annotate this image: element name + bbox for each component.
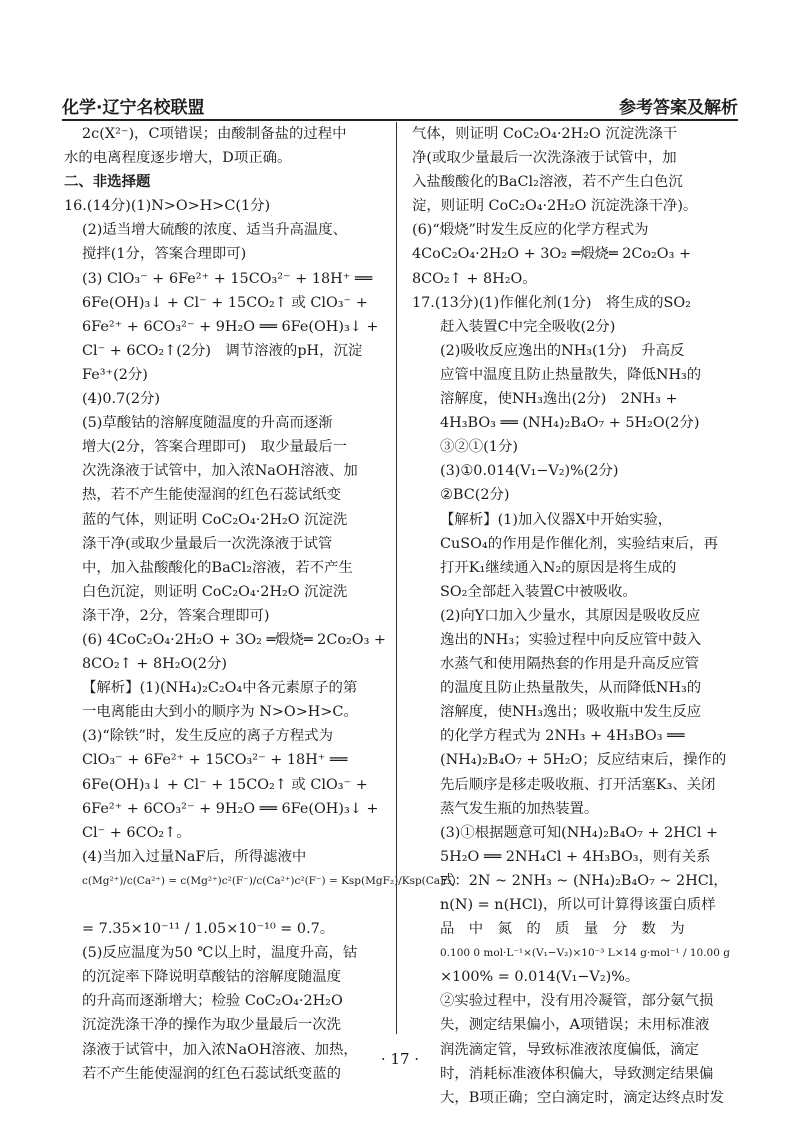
text-line: 失，测定结果偏小，A项错误；未用标准液 [440, 1017, 710, 1034]
text-line: 气体，则证明 CoC₂O₄·2H₂O 沉淀洗涤干 [412, 126, 678, 142]
text-line: 【解析】(1)加入仪器X中开始实验， [440, 511, 673, 528]
text-line: 逸出的NH₃；实验过程中向反应管中鼓入 [440, 631, 702, 648]
text-line: 淀，则证明 CoC₂O₄·2H₂O 沉淀洗涤干净)。 [412, 198, 698, 215]
text-line: 白色沉淀，则证明 CoC₂O₄·2H₂O 沉淀洗 [82, 583, 348, 600]
text-line: (3)“除铁”时，发生反应的离子方程式为 [82, 728, 333, 745]
text-line: 6Fe²⁺ + 6CO₃²⁻ + 9H₂O ══ 6Fe(OH)₃↓ + [82, 800, 379, 817]
text-line: 品 中 氮 的 质 量 分 数 为 [440, 921, 685, 938]
text-line: SO₂全部赶入装置C中被吸收。 [440, 583, 637, 600]
header-left-title: 化学·辽宁名校联盟 [62, 98, 205, 118]
text-line: 搅拌(1分，答案合理即可) [82, 246, 247, 263]
text-line: 【解析】(1)(NH₄)₂C₂O₄中各元素原子的第 [82, 680, 358, 697]
text-line: 蒸气发生瓶的加热装置。 [440, 800, 599, 817]
text-line: (2)适当增大硫酸的浓度、适当升高温度、 [82, 222, 348, 239]
text-line: 赶入装置C中完全吸收(2分) [440, 318, 616, 335]
text-line: 4H₃BO₃ ══ (NH₄)₂B₄O₇ + 5H₂O(2分) [440, 415, 700, 432]
text-line: 5H₂O ══ 2NH₄Cl + 4H₃BO₃，则有关系 [440, 848, 711, 865]
text-line: 先后顺序是移走吸收瓶、打开活塞K₃、关闭 [440, 776, 716, 793]
text-line: CuSO₄的作用是作催化剂，实验结束后，再 [440, 535, 718, 552]
text-line: 8CO₂↑ + 8H₂O。 [412, 270, 537, 287]
text-line: 若不产生能使湿润的红色石蕊试纸变蓝的 [82, 1065, 342, 1082]
text-line: n(N) = n(HCl)，所以可计算得该蛋白质样 [440, 897, 716, 913]
text-line: 式：2N ~ 2NH₃ ~ (NH₄)₂B₄O₇ ~ 2HCl， [440, 872, 728, 889]
text-line: 的升高而逐渐增大；检验 CoC₂O₄·2H₂O [82, 993, 343, 1010]
column-divider [396, 122, 397, 1034]
text-line: 涤干净，2分，答案合理即可) [82, 607, 270, 624]
text-line: 水的电离程度逐步增大，D项正确。 [64, 150, 292, 167]
text-line: 6Fe²⁺ + 6CO₃²⁻ + 9H₂O ══ 6Fe(OH)₃↓ + [82, 318, 379, 335]
text-line: (6) 4CoC₂O₄·2H₂O + 3O₂ ═煅烧═ 2Co₂O₃ + [82, 631, 386, 648]
text-line: (5)草酸钴的溶解度随温度的升高而逐渐 [82, 415, 333, 432]
text-line: (6)“煅烧”时发生反应的化学方程式为 [412, 222, 649, 239]
text-line: (3)①0.014(V₁−V₂)%(2分) [440, 463, 619, 480]
text-line: 次洗涤液于试管中，加入浓NaOH溶液、加 [82, 463, 358, 480]
text-line: 6Fe(OH)₃↓ + Cl⁻ + 15CO₂↑ 或 ClO₃⁻ + [82, 294, 368, 311]
text-line: (5)反应温度为50 ℃以上时，温度升高，钴 [82, 945, 358, 962]
text-line: 水蒸气和使用隔热套的作用是升高反应管 [440, 656, 700, 673]
text-line: 入盐酸酸化的BaCl₂溶液，若不产生白色沉 [412, 174, 683, 191]
text-line: 时，消耗标准液体积偏大，导致测定结果偏 [440, 1065, 714, 1082]
text-line: 蓝的气体，则证明 CoC₂O₄·2H₂O 沉淀洗 [82, 511, 348, 528]
text-line: (NH₄)₂B₄O₇ + 5H₂O；反应结束后，操作的 [440, 752, 727, 769]
text-line: Cl⁻ + 6CO₂↑(2分) 调节溶液的pH，沉淀 [82, 342, 363, 359]
text-line: 16.(14分)(1)N>O>H>C(1分) [64, 198, 271, 215]
header-rule [62, 119, 738, 121]
text-line: Cl⁻ + 6CO₂↑。 [82, 824, 191, 841]
text-line: ×100% = 0.014(V₁−V₂)%。 [440, 969, 640, 986]
text-line: (2)向Y口加入少量水，其原因是吸收反应 [440, 607, 701, 624]
text-line: 的温度且防止热量散失，从而降低NH₃的 [440, 680, 702, 697]
page-header [62, 93, 738, 119]
text-line: Fe³⁺(2分) [82, 366, 148, 383]
text-line: 一电离能由大到小的顺序为 N>O>H>C。 [82, 704, 358, 721]
section-heading: 二、非选择题 [64, 174, 151, 191]
text-line: 沉淀洗涤干净的操作为取少量最后一次洗 [82, 1017, 342, 1034]
text-line: 中，加入盐酸酸化的BaCl₂溶液，若不产生 [82, 559, 353, 576]
text-line: 的沉淀率下降说明草酸钴的溶解度随温度 [82, 969, 342, 986]
text-line: 溶解度，使NH₃逸出；吸收瓶中发生反应 [440, 704, 702, 721]
text-line: (4)当加入过量NaF后，所得滤液中 [82, 848, 307, 865]
text-line: ②实验过程中，没有用冷凝管，部分氨气损 [440, 993, 714, 1010]
text-line: (3) ClO₃⁻ + 6Fe²⁺ + 15CO₃²⁻ + 18H⁺ ══ [82, 270, 373, 287]
text-line: (4)0.7(2分) [82, 391, 161, 408]
text-line: 热，若不产生能使湿润的红色石蕊试纸变 [82, 487, 342, 504]
text-line: 涤液于试管中，加入浓NaOH溶液、加热， [82, 1041, 358, 1058]
text-line: 大，B项正确；空白滴定时，滴定达终点时发 [440, 1089, 724, 1106]
header-right-title: 参考答案及解析 [619, 98, 738, 118]
right-column [412, 122, 738, 1106]
text-line: (3)①根据题意可知(NH₄)₂B₄O₇ + 2HCl + [440, 824, 719, 841]
text-line [64, 893, 384, 917]
text-line: 0.100 0 mol·L⁻¹×(V₁−V₂)×10⁻³ L×14 g·mol⁻¹ / 10.00 g [440, 947, 730, 960]
text-line: 净(或取少量最后一次洗涤液于试管中，加 [412, 150, 677, 167]
text-line: 应管中温度且防止热量散失，降低NH₃的 [440, 366, 702, 383]
text-line: 打开K₁继续通入N₂的原因是将生成的 [440, 559, 677, 576]
text-line: 的化学方程式为 2NH₃ + 4H₃BO₃ ══ [440, 728, 685, 745]
text-line: 溶解度，使NH₃逸出(2分) 2NH₃ + [440, 391, 678, 408]
text-line: c(Mg²⁺)/c(Ca²⁺) = c(Mg²⁺)c²(F⁻)/c(Ca²⁺)c²(F⁻) = Ksp(MgF₂)/Ksp(CaF₂) [82, 874, 456, 887]
text-line: 8CO₂↑ + 8H₂O(2分) [82, 656, 228, 673]
text-line: 涤干净(或取少量最后一次洗涤液于试管 [82, 535, 333, 552]
text-line: 17.(13分)(1)作催化剂(1分) 将生成的SO₂ [412, 294, 691, 311]
text-line: ③②①(1分) [440, 439, 518, 456]
text-line: 4CoC₂O₄·2H₂O + 3O₂ ═煅烧═ 2Co₂O₃ + [412, 246, 692, 263]
text-line: 润洗滴定管，导致标准液浓度偏低，滴定 [440, 1041, 700, 1058]
text-line: 增大(2分，答案合理即可) 取少量最后一 [82, 439, 348, 456]
text-line: (2)吸收反应逸出的NH₃(1分) 升高反 [440, 342, 685, 359]
text-line: 6Fe(OH)₃↓ + Cl⁻ + 15CO₂↑ 或 ClO₃⁻ + [82, 776, 368, 793]
page-number: · 17 · [380, 1050, 420, 1068]
text-line: ②BC(2分) [440, 487, 510, 504]
text-line: ClO₃⁻ + 6Fe²⁺ + 15CO₃²⁻ + 18H⁺ ══ [82, 752, 348, 769]
text-line: 2c(X²⁻)，C项错误；由酸制备盐的过程中 [82, 126, 347, 142]
text-line: = 7.35×10⁻¹¹ / 1.05×10⁻¹⁰ = 0.7。 [82, 921, 335, 938]
